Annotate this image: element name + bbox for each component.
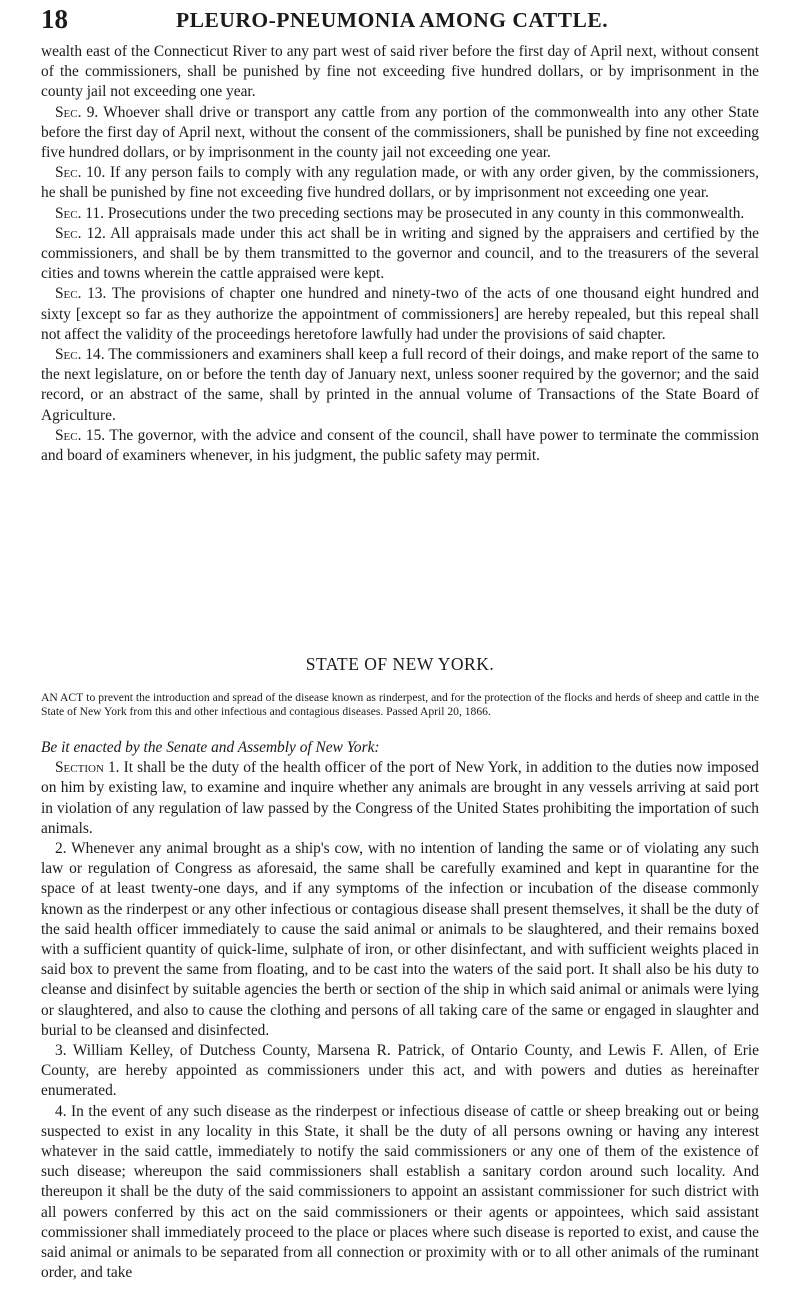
running-title: PLEURO-PNEUMONIA AMONG CATTLE. [176, 8, 609, 32]
section-10-label: Sec. 10. [55, 164, 106, 182]
section-9-label: Sec. 9. [55, 103, 99, 121]
section-9 [41, 103, 759, 164]
section-12-label: Sec. 12. [55, 224, 106, 242]
section-14 [41, 345, 759, 426]
section-13-label: Sec. 13. [55, 285, 107, 303]
section-15-text: The governor, with the advice and consent of the council, shall have power to terminate the commission and board of examiners whenever, in his judgment, the public safety may permit. [41, 426, 759, 465]
act-title-note [41, 691, 759, 720]
ny-section-4-text: In the event of any such disease as the rinderpest or infectious disease of cattle or sheep breaking out or being suspected to exist in any locality in this State, it shall be the duty of all persons owning or having any interest whatever in the said cattle, immediately to notify the said commissioners or any one of them of the existence of such disease; whereupon the said commissioners shall establish a sanitary cordon around such locality. And thereupon it shall be the duty of the said commissioners to appoint an assistant commissioner for such district with all powers conferred by this act on the said commissioners or their agents or appointees, which said assistant commissioner shall immediately proceed to the place or places where such disease is reported to exist, and cause the said animal or animals to be separated from all connection or proximity with or to all other animals of the ruminant order, and take [41, 1102, 759, 1282]
ny-section-1 [41, 758, 759, 839]
section-9-text: Whoever shall drive or transport any cattle from any portion of the commonwealth into any other State before the first day of April next, without the consent of the commissioners, shall be punished by fine not exceeding five hundred dollars, or by imprisonment in the county jail not exceeding one year. [41, 103, 759, 162]
section-11-text: Prosecutions under the two preceding sections may be prosecuted in any county in this commonwealth. [107, 204, 745, 222]
page-number: 18 [41, 4, 68, 34]
ny-section-2-text: Whenever any animal brought as a ship's cow, with no intention of landing the same or of violating any such law or regulation of Congress as aforesaid, the same shall be carefully examined and kept in quarantine for the space of at least twenty-one days, and if any symptoms of the infection or incubation of the disease commonly known as the rinderpest or any other infectious or contagious disease shall present themselves, it shall be the duty of the said health officer immediately to cause the said animal or animals to be slaughtered, and their remains boxed with a sufficient quantity of quick-lime, sulphate of iron, or other disinfectant, and with sufficient weights placed in said box to prevent the same from floating, and to be cast into the waters of the said port. It shall also be his duty to cleanse and disinfect by suitable agencies the berth or section of the ship in which said animal or animals were lying or slaughtered, and also to cause the clothing and persons of all taking care of the same or engaged in slaughter and burial to be cleansed and disinfected. [41, 840, 759, 1039]
section-12-text: All appraisals made under this act shall be in writing and signed by the appraisers and certified by the commissioners, and shall be by them transmitted to the governor and council, and to the treasurers of the several cities and towns wherein the cattle appraised were kept. [41, 224, 760, 283]
section-15 [41, 426, 759, 466]
state-heading: STATE OF NEW YORK. [305, 654, 495, 674]
ny-section-3-label: 3. [55, 1042, 67, 1060]
massachusetts-act-sections [41, 42, 759, 466]
ny-section-2 [41, 839, 759, 1041]
section-13-text: The provisions of chapter one hundred and ninety-two of the acts of one thousand eight hundred and sixty [except so far as they authorize the appointment of commissioners] are hereby repealed, but this repeal shall not affect the validity of the proceedings heretofore lawfully had under the provisions of said chapter. [41, 285, 759, 343]
section-14-label: Sec. 14. [55, 346, 105, 364]
act-intro-text: to prevent the introduction and spread of the disease known as rinderpest, and for the protection of the flocks and herds of sheep and cattle in the State of New York from this and other infectious and contagious diseases. Passed April 20, 1866. [41, 691, 759, 719]
ny-section-3-text: William Kelley, of Dutchess County, Marsena R. Patrick, of Ontario County, and Lewis F. Allen, of Erie County, are hereby appointed as commissioners under this act, and with powers and duties as hereinafter enumerated. [41, 1042, 759, 1100]
section-13 [41, 284, 759, 345]
section-14-text: The commissioners and examiners shall keep a full record of their doings, and make report of the same to the next legislature, on or before the tenth day of January next, unless sooner required by the governor; and the said record, or an abstract of the same, shall by printed in the annual volume of Transactions of the State Board of Agriculture. [41, 346, 759, 424]
ny-section-4-label: 4. [55, 1102, 67, 1120]
continuation-text: wealth east of the Connecticut River to any part west of said river before the first day of April next, without consent of the commissioners, shall be punished by fine not exceeding five hundred dollars, or by imprisonment in the county jail not exceeding one year. [41, 43, 759, 101]
continuation-paragraph [41, 42, 759, 103]
section-12 [41, 224, 759, 285]
ny-section-1-label: Section 1. [55, 759, 120, 777]
act-label: AN ACT [41, 691, 84, 704]
section-10-text: If any person fails to comply with any regulation made, or with any order given, by the commissioners, he shall be punished by fine not exceeding five hundred dollars, or by imprisonment not exceeding one year. [41, 164, 759, 202]
ny-section-4 [41, 1102, 759, 1284]
ny-section-2-label: 2. [55, 840, 67, 858]
ny-section-3 [41, 1041, 759, 1102]
section-11 [41, 204, 759, 224]
ny-section-1-text: It shall be the duty of the health officer of the port of New York, in addition to the duties now imposed on him by existing law, to examine and inquire whether any animals are brought in any vessels arriving at said port in violation of any regulation of law passed by the Congress of the United States prohibiting the importation of such animals. [41, 759, 759, 837]
section-15-label: Sec. 15. [55, 426, 106, 444]
section-10 [41, 163, 759, 203]
new-york-act-sections [41, 738, 759, 1283]
enacting-clause: Be it enacted by the Senate and Assembly of New York: [41, 739, 380, 756]
section-11-label: Sec. 11. [55, 204, 104, 222]
